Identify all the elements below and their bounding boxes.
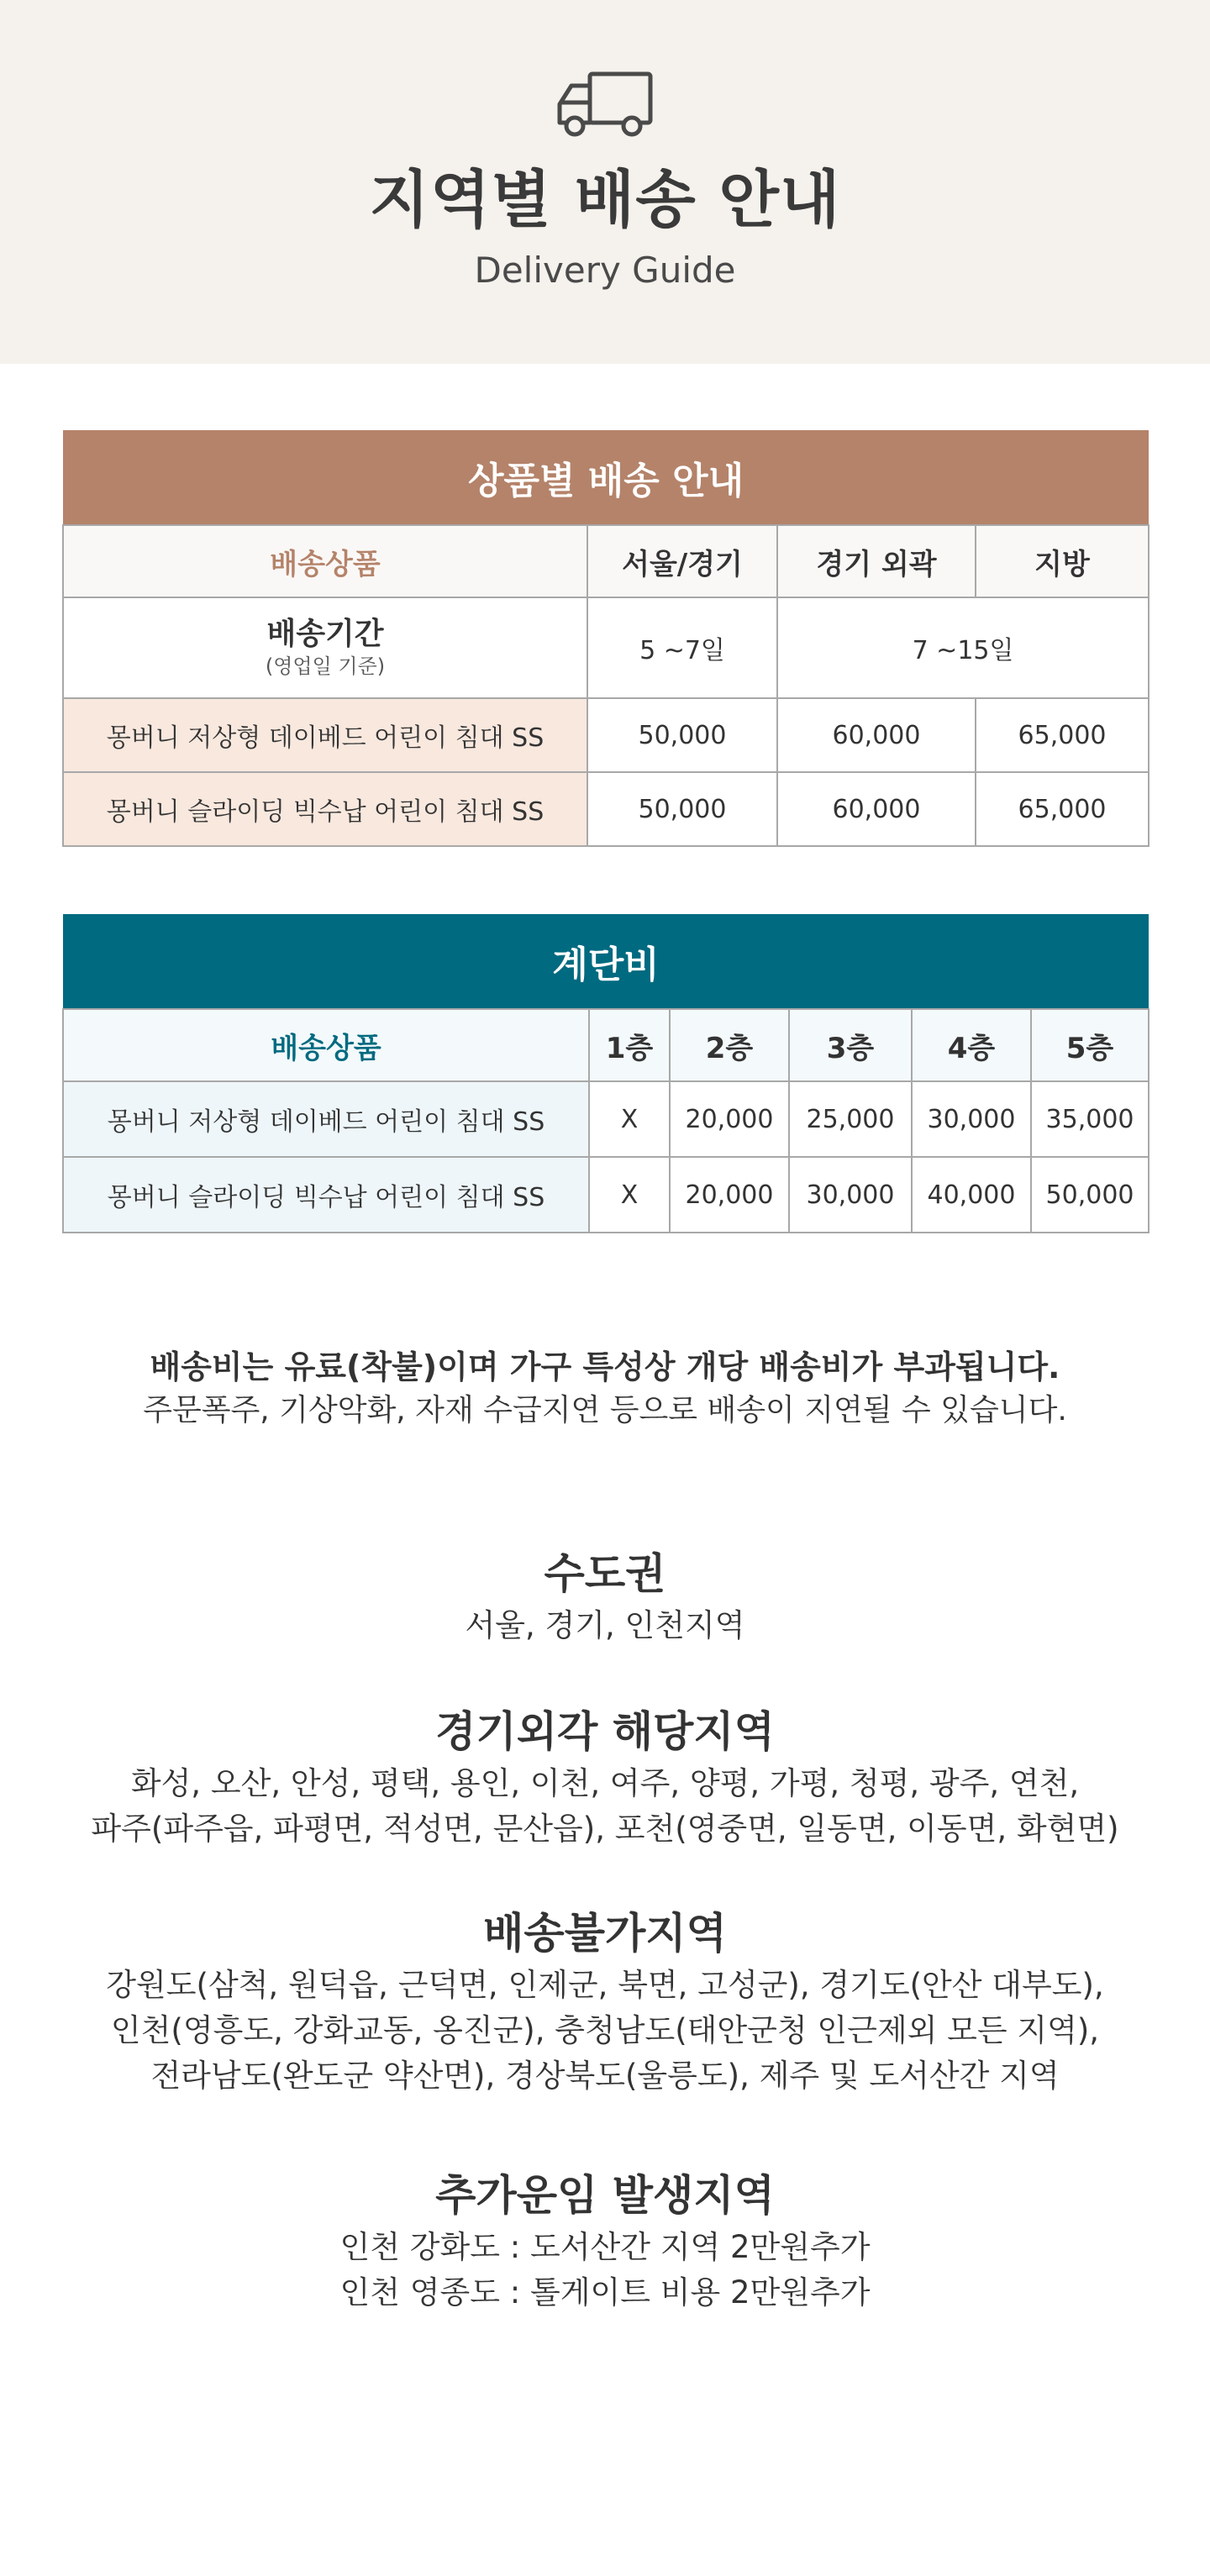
period-note: (영업일 기준): [265, 655, 386, 678]
table-header: 상품별 배송 안내: [63, 430, 1149, 525]
fee-cell: 25,000: [789, 1081, 912, 1157]
period-title: 배송기간: [266, 617, 384, 651]
delivery-notice: [0, 1344, 1210, 1432]
stair-fee-table: [62, 914, 1150, 1233]
notice-line: 배송비는 유료(착불)이며 가구 특성상 개당 배송비가 부과됩니다.: [150, 1348, 1060, 1385]
fee-cell: 20,000: [670, 1081, 789, 1157]
product-name: 몽버니 슬라이딩 빅수납 어린이 침대 SS: [63, 772, 587, 846]
region-title: 배송불가지역: [483, 1909, 727, 1958]
region-capital: [0, 1544, 1210, 1648]
price-cell: 60,000: [777, 698, 976, 772]
price-cell: 65,000: [976, 698, 1149, 772]
region-title: 수도권: [544, 1549, 666, 1598]
region-line: 인천 강화도 : 도서산간 지역 2만원추가: [339, 2229, 871, 2265]
price-cell: 50,000: [587, 698, 777, 772]
period-others: 7 ~15일: [777, 597, 1149, 698]
hero-banner: [0, 0, 1210, 364]
region-extra-fee: [0, 2166, 1210, 2316]
region-line: 인천(영흥도, 강화교동, 옹진군), 충청남도(태안군청 인근제외 모든 지역),: [110, 2012, 1100, 2048]
region-title: 추가운임 발생지역: [435, 2171, 775, 2220]
region-undeliverable: [0, 1904, 1210, 2099]
table-row: [63, 772, 1149, 846]
column-header: 2층: [670, 1009, 789, 1081]
product-name: 몽버니 슬라이딩 빅수납 어린이 침대 SS: [63, 1157, 589, 1233]
fee-cell: 30,000: [789, 1157, 912, 1233]
page-subtitle: Delivery Guide: [474, 250, 736, 291]
fee-cell: 30,000: [912, 1081, 1031, 1157]
column-header: 5층: [1031, 1009, 1149, 1081]
column-header: 배송상품: [63, 525, 587, 597]
price-cell: 65,000: [976, 772, 1149, 846]
page-title: 지역별 배송 안내: [369, 164, 841, 236]
table-row: [63, 698, 1149, 772]
column-header: 지방: [976, 525, 1149, 597]
column-header: 서울/경기: [587, 525, 777, 597]
column-header: 3층: [789, 1009, 912, 1081]
region-line: 강원도(삼척, 원덕읍, 근덕면, 인제군, 북면, 고성군), 경기도(안산 대부도),: [106, 1967, 1104, 2003]
region-line: 전라남도(완도군 약산면), 경상북도(울릉도), 제주 및 도서산간 지역: [150, 2058, 1060, 2094]
fee-cell: X: [589, 1081, 670, 1157]
fee-cell: 40,000: [912, 1157, 1031, 1233]
product-name: 몽버니 저상형 데이베드 어린이 침대 SS: [63, 698, 587, 772]
truck-icon: [555, 69, 655, 139]
column-header: 배송상품: [63, 1009, 589, 1081]
table-row: [63, 1081, 1149, 1157]
table-row: [63, 1157, 1149, 1233]
fee-cell: 20,000: [670, 1157, 789, 1233]
fee-cell: X: [589, 1157, 670, 1233]
price-cell: 50,000: [587, 772, 777, 846]
fee-cell: 35,000: [1031, 1081, 1149, 1157]
fee-cell: 50,000: [1031, 1157, 1149, 1233]
column-header: 경기 외곽: [777, 525, 976, 597]
price-cell: 60,000: [777, 772, 976, 846]
notice-line: 주문폭주, 기상악화, 자재 수급지연 등으로 배송이 지연될 수 있습니다.: [143, 1393, 1067, 1427]
region-gyeonggi-outer: [0, 1702, 1210, 1852]
period-seoul: 5 ~7일: [587, 597, 777, 698]
region-line: 인천 영종도 : 톨게이트 비용 2만원추가: [339, 2274, 871, 2311]
region-line: 서울, 경기, 인천지역: [465, 1607, 745, 1643]
region-title: 경기외각 해당지역: [435, 1707, 775, 1756]
region-line: 파주(파주읍, 파평면, 적성면, 문산읍), 포천(영중면, 일동면, 이동면, 화현면): [91, 1811, 1119, 1847]
column-header: 4층: [912, 1009, 1031, 1081]
product-delivery-table: [62, 430, 1150, 847]
delivery-period-label: [63, 597, 587, 698]
column-header: 1층: [589, 1009, 670, 1081]
product-name: 몽버니 저상형 데이베드 어린이 침대 SS: [63, 1081, 589, 1157]
table-header: 계단비: [63, 914, 1149, 1009]
region-line: 화성, 오산, 안성, 평택, 용인, 이천, 여주, 양평, 가평, 청평, 광주, 연천,: [130, 1765, 1080, 1801]
